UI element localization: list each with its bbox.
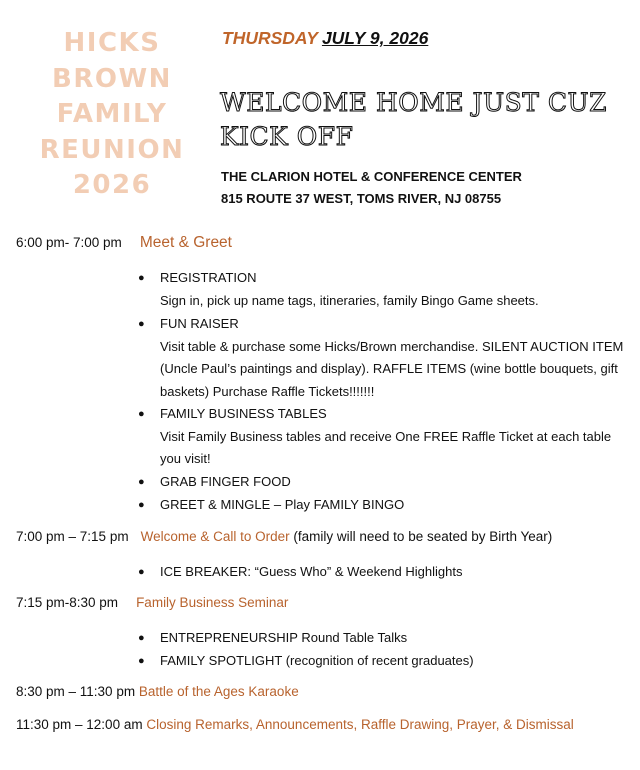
bullet-icon: ● [138, 632, 145, 644]
schedule-row [16, 717, 574, 732]
schedule-activity: Battle of the Ages Karaoke [138, 684, 299, 699]
item-title: ICE BREAKER: “Guess Who” & Weekend Highlights [160, 564, 463, 579]
schedule-row [16, 234, 232, 252]
schedule-row [16, 529, 552, 544]
item-detail: Sign in, pick up name tags, itineraries, family Bingo Game sheets. [160, 292, 539, 308]
schedule-time: 8:30 pm – 11:30 pm [16, 684, 136, 699]
bullet-icon: ● [138, 476, 145, 488]
event-day: THURSDAY [222, 28, 318, 48]
item-title: FUN RAISER [160, 316, 239, 331]
venue-name: THE CLARION HOTEL & CONFERENCE CENTER [221, 169, 522, 184]
schedule-activity: Closing Remarks, Announcements, Raffle Drawing, Prayer, & Dismissal [146, 717, 574, 732]
schedule-activity: Welcome & Call to Order [140, 529, 290, 544]
item-title: GRAB FINGER FOOD [160, 474, 291, 489]
bullet-icon: ● [138, 655, 145, 667]
schedule-activity: Family Business Seminar [136, 595, 289, 610]
event-date [222, 28, 428, 49]
welcome-heading [220, 86, 630, 154]
item-title: ENTREPRENEURSHIP Round Table Talks [160, 630, 408, 645]
schedule-row [16, 595, 288, 610]
item-detail: Visit table & purchase some Hicks/Brown merchandise. SILENT AUCTION ITEM (Uncle Paul’s paintings and display). RAFFLE ITEMS (wine bottle bouquets, gift baskets) Purchase Raffle Tickets!!!!!!! [160, 338, 624, 399]
logo-line: FAMILY [56, 99, 168, 129]
logo-line: BROWN [52, 63, 172, 94]
schedule-time: 6:00 pm- 7:00 pm [16, 235, 122, 250]
schedule-time: 7:00 pm – 7:15 pm [16, 529, 129, 544]
reunion-logo [22, 26, 202, 204]
bullet-icon: ● [138, 272, 145, 284]
welcome-line: KICK OFF [220, 122, 354, 151]
venue-address: 815 ROUTE 37 WEST, TOMS RIVER, NJ 08755 [221, 191, 502, 206]
schedule-time: 11:30 pm – 12:00 am [16, 717, 143, 732]
item-title: FAMILY BUSINESS TABLES [160, 406, 327, 421]
bullet-icon: ● [138, 566, 145, 578]
item-detail: Visit Family Business tables and receive One FREE Raffle Ticket at each table you visit! [160, 428, 612, 466]
welcome-line: WELCOME HOME JUST CUZ [220, 88, 607, 117]
bullet-icon: ● [138, 499, 145, 511]
schedule-note: (family will need to be seated by Birth Year) [293, 529, 553, 544]
bullet-icon: ● [138, 408, 145, 420]
item-title: GREET & MINGLE – Play FAMILY BINGO [160, 497, 405, 512]
item-title: REGISTRATION [160, 270, 257, 285]
logo-line: REUNION [39, 134, 185, 165]
bullet-icon: ● [138, 318, 145, 330]
venue-block [221, 166, 522, 210]
schedule-time: 7:15 pm-8:30 pm [16, 595, 119, 610]
schedule-activity: Meet & Greet [139, 234, 232, 251]
item-title: FAMILY SPOTLIGHT (recognition of recent graduates) [160, 653, 474, 668]
event-date-text: JULY 9, 2026 [321, 28, 429, 48]
schedule-row [16, 684, 299, 699]
logo-line: HICKS [63, 28, 161, 58]
logo-line: 2026 [72, 170, 152, 200]
